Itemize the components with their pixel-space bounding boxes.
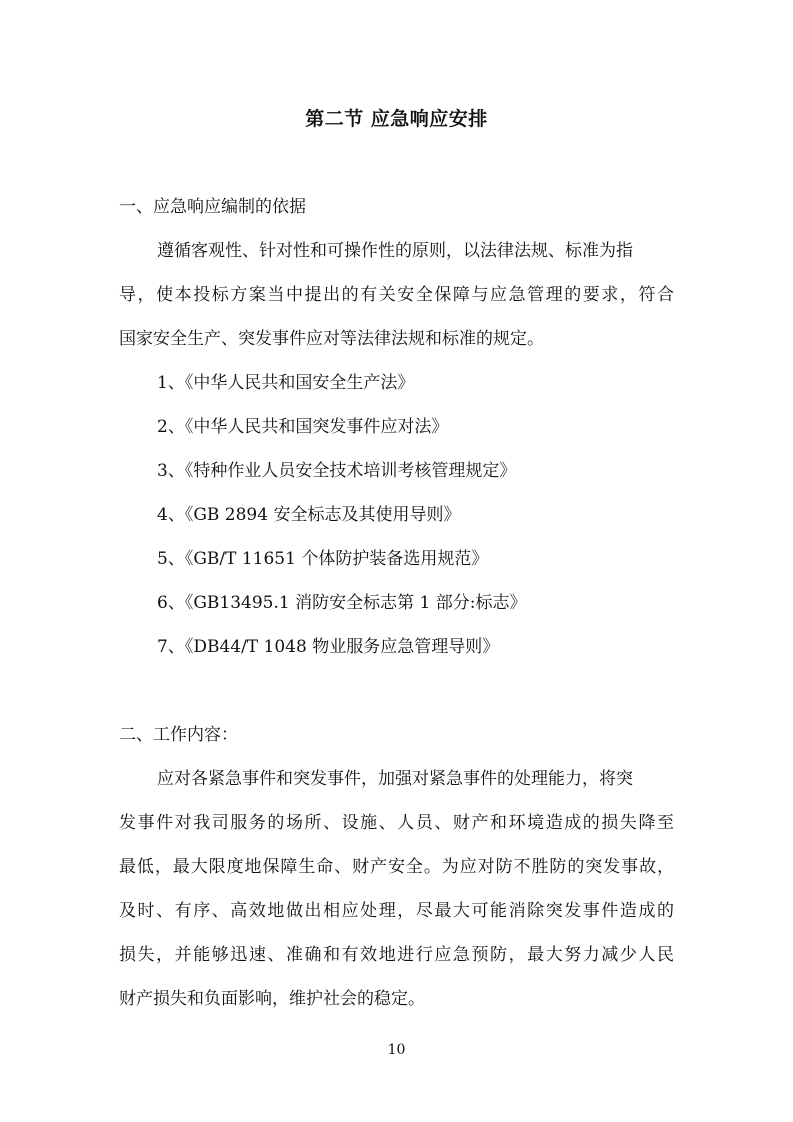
reference-item: 2、《中华人民共和国突发事件应对法》 xyxy=(157,417,449,437)
reference-item: 1、《中华人民共和国安全生产法》 xyxy=(157,373,415,393)
reference-item: 7、《DB44/T 1048 物业服务应急管理导则》 xyxy=(157,637,500,657)
reference-item: 5、《GB/T 11651 个体防护装备选用规范》 xyxy=(157,549,489,569)
page-number: 10 xyxy=(387,1042,406,1058)
section2-paragraph-line: 及时、有序、高效地做出相应处理，尽最大可能消除突发事件造成的 xyxy=(119,901,674,921)
section2-paragraph-line: 应对各紧急事件和突发事件，加强对紧急事件的处理能力，将突 xyxy=(157,769,633,789)
section2-paragraph-line: 财产损失和负面影响，维护社会的稳定。 xyxy=(119,989,425,1009)
reference-item: 3、《特种作业人员安全技术培训考核管理规定》 xyxy=(157,461,517,481)
section-title: 第二节 应急响应安排 xyxy=(305,108,488,130)
reference-item: 6、《GB13495.1 消防安全标志第 1 部分:标志》 xyxy=(157,593,527,613)
section2-heading: 二、工作内容： xyxy=(119,725,238,745)
reference-item: 4、《GB 2894 安全标志及其使用导则》 xyxy=(157,505,461,525)
section2-paragraph-line: 发事件对我司服务的场所、设施、人员、财产和环境造成的损失降至 xyxy=(119,813,674,833)
section2-paragraph-line: 最低，最大限度地保障生命、财产安全。为应对防不胜防的突发事故， xyxy=(119,857,674,877)
section1-paragraph-line: 遵循客观性、针对性和可操作性的原则，以法律法规、标准为指 xyxy=(157,241,633,261)
section1-heading: 一、应急响应编制的依据 xyxy=(119,197,306,217)
section1-paragraph-line: 国家安全生产、突发事件应对等法律法规和标准的规定。 xyxy=(119,329,544,349)
section1-paragraph-line: 导，使本投标方案当中提出的有关安全保障与应急管理的要求，符合 xyxy=(119,285,674,305)
section2-paragraph-line: 损失，并能够迅速、准确和有效地进行应急预防，最大努力减少人民 xyxy=(119,945,674,965)
